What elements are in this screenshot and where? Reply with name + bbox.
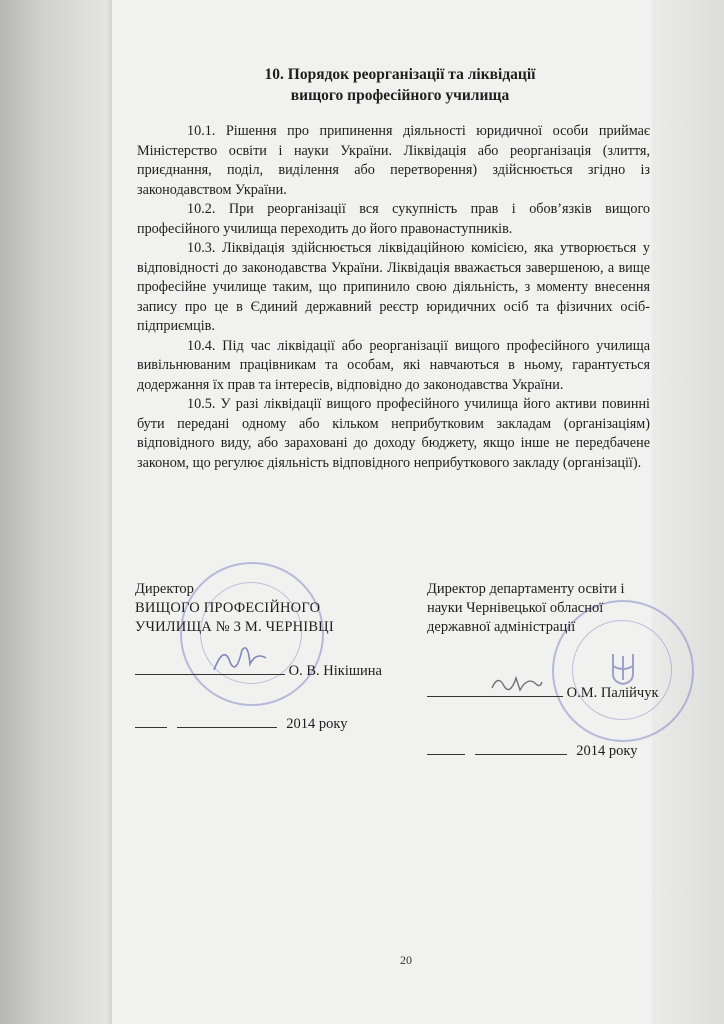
right-date-row bbox=[427, 740, 637, 760]
trident-emblem-icon bbox=[609, 652, 637, 686]
right-title-line-3: державної адміністрації bbox=[427, 619, 576, 635]
section-body bbox=[137, 122, 650, 473]
left-title-line-2: ВИЩОГО ПРОФЕСІЙНОГО bbox=[135, 600, 321, 616]
section-heading bbox=[200, 64, 600, 106]
heading-line-1: 10. Порядок реорганізації та ліквідації bbox=[264, 66, 536, 83]
right-title-line-1: Директор департаменту освіти і bbox=[427, 581, 625, 597]
right-date-year: 2014 року bbox=[576, 743, 638, 759]
right-handwritten-signature bbox=[488, 670, 544, 700]
paragraph-10-4: 10.4. Під час ліквідації або реорганізації вищого професійного училища вивільнюваним працівникам та особам, які навчаються в ньому, гарантується додержання їх прав та інтересів, відповідно до законодавства України. bbox=[137, 337, 650, 393]
right-day-blank bbox=[427, 740, 465, 755]
heading-line-2: вищого професійного училища bbox=[290, 87, 510, 104]
right-month-blank bbox=[475, 740, 567, 755]
left-day-blank bbox=[135, 713, 167, 728]
left-signatory-name: О. В. Нікішина bbox=[288, 663, 382, 679]
left-title-line-1: Директор bbox=[135, 581, 194, 597]
signature-block-left bbox=[135, 580, 405, 637]
paragraph-10-5: 10.5. У разі ліквідації вищого професійного училища його активи повинні бути передані одному або кільком неприбутковим закладам (організаціям) відповідного виду, або зараховані до доходу бюджету, якщо інше не передбачене законом, що регулює діяльність відповідного неприбуткового закладу (організації). bbox=[137, 396, 650, 471]
paragraph-10-3: 10.3. Ліквідація здійснюється ліквідаційною комісією, яка утворюється у відповідності до законодавства України. Ліквідація вважається завершеною, а вище професійне училище таким, що припинило свою діяльність, з моменту внесення запису про це в Єдиний державний реєстр юридичних осіб та фізичних осіб-підприємців. bbox=[137, 240, 650, 334]
left-title-line-3: УЧИЛИЩА № 3 М. ЧЕРНІВЦІ bbox=[135, 619, 334, 635]
left-handwritten-signature bbox=[210, 640, 270, 676]
previous-page-edge bbox=[0, 0, 112, 1024]
paragraph-10-2: 10.2. При реорганізації вся сукупність прав і обов’язків вищого професійного училища переходить до його правонаступників. bbox=[137, 201, 650, 237]
left-date-year: 2014 року bbox=[286, 716, 348, 732]
right-signatory-name: О.М. Палійчук bbox=[566, 685, 659, 701]
page-number: 20 bbox=[400, 953, 412, 967]
right-title-line-2: науки Чернівецької обласної bbox=[427, 600, 604, 616]
left-month-blank bbox=[177, 713, 277, 728]
signature-block-right bbox=[427, 580, 687, 637]
left-date-row bbox=[135, 713, 347, 733]
paragraph-10-1: 10.1. Рішення про припинення діяльності юридичної особи приймає Міністерство освіти і науки України. Ліквідація або реорганізація (злиття, приєднання, поділ, виділення або перетворення) здійснюється згідно із законодавством України. bbox=[137, 123, 650, 198]
next-page-edge bbox=[652, 0, 724, 1024]
